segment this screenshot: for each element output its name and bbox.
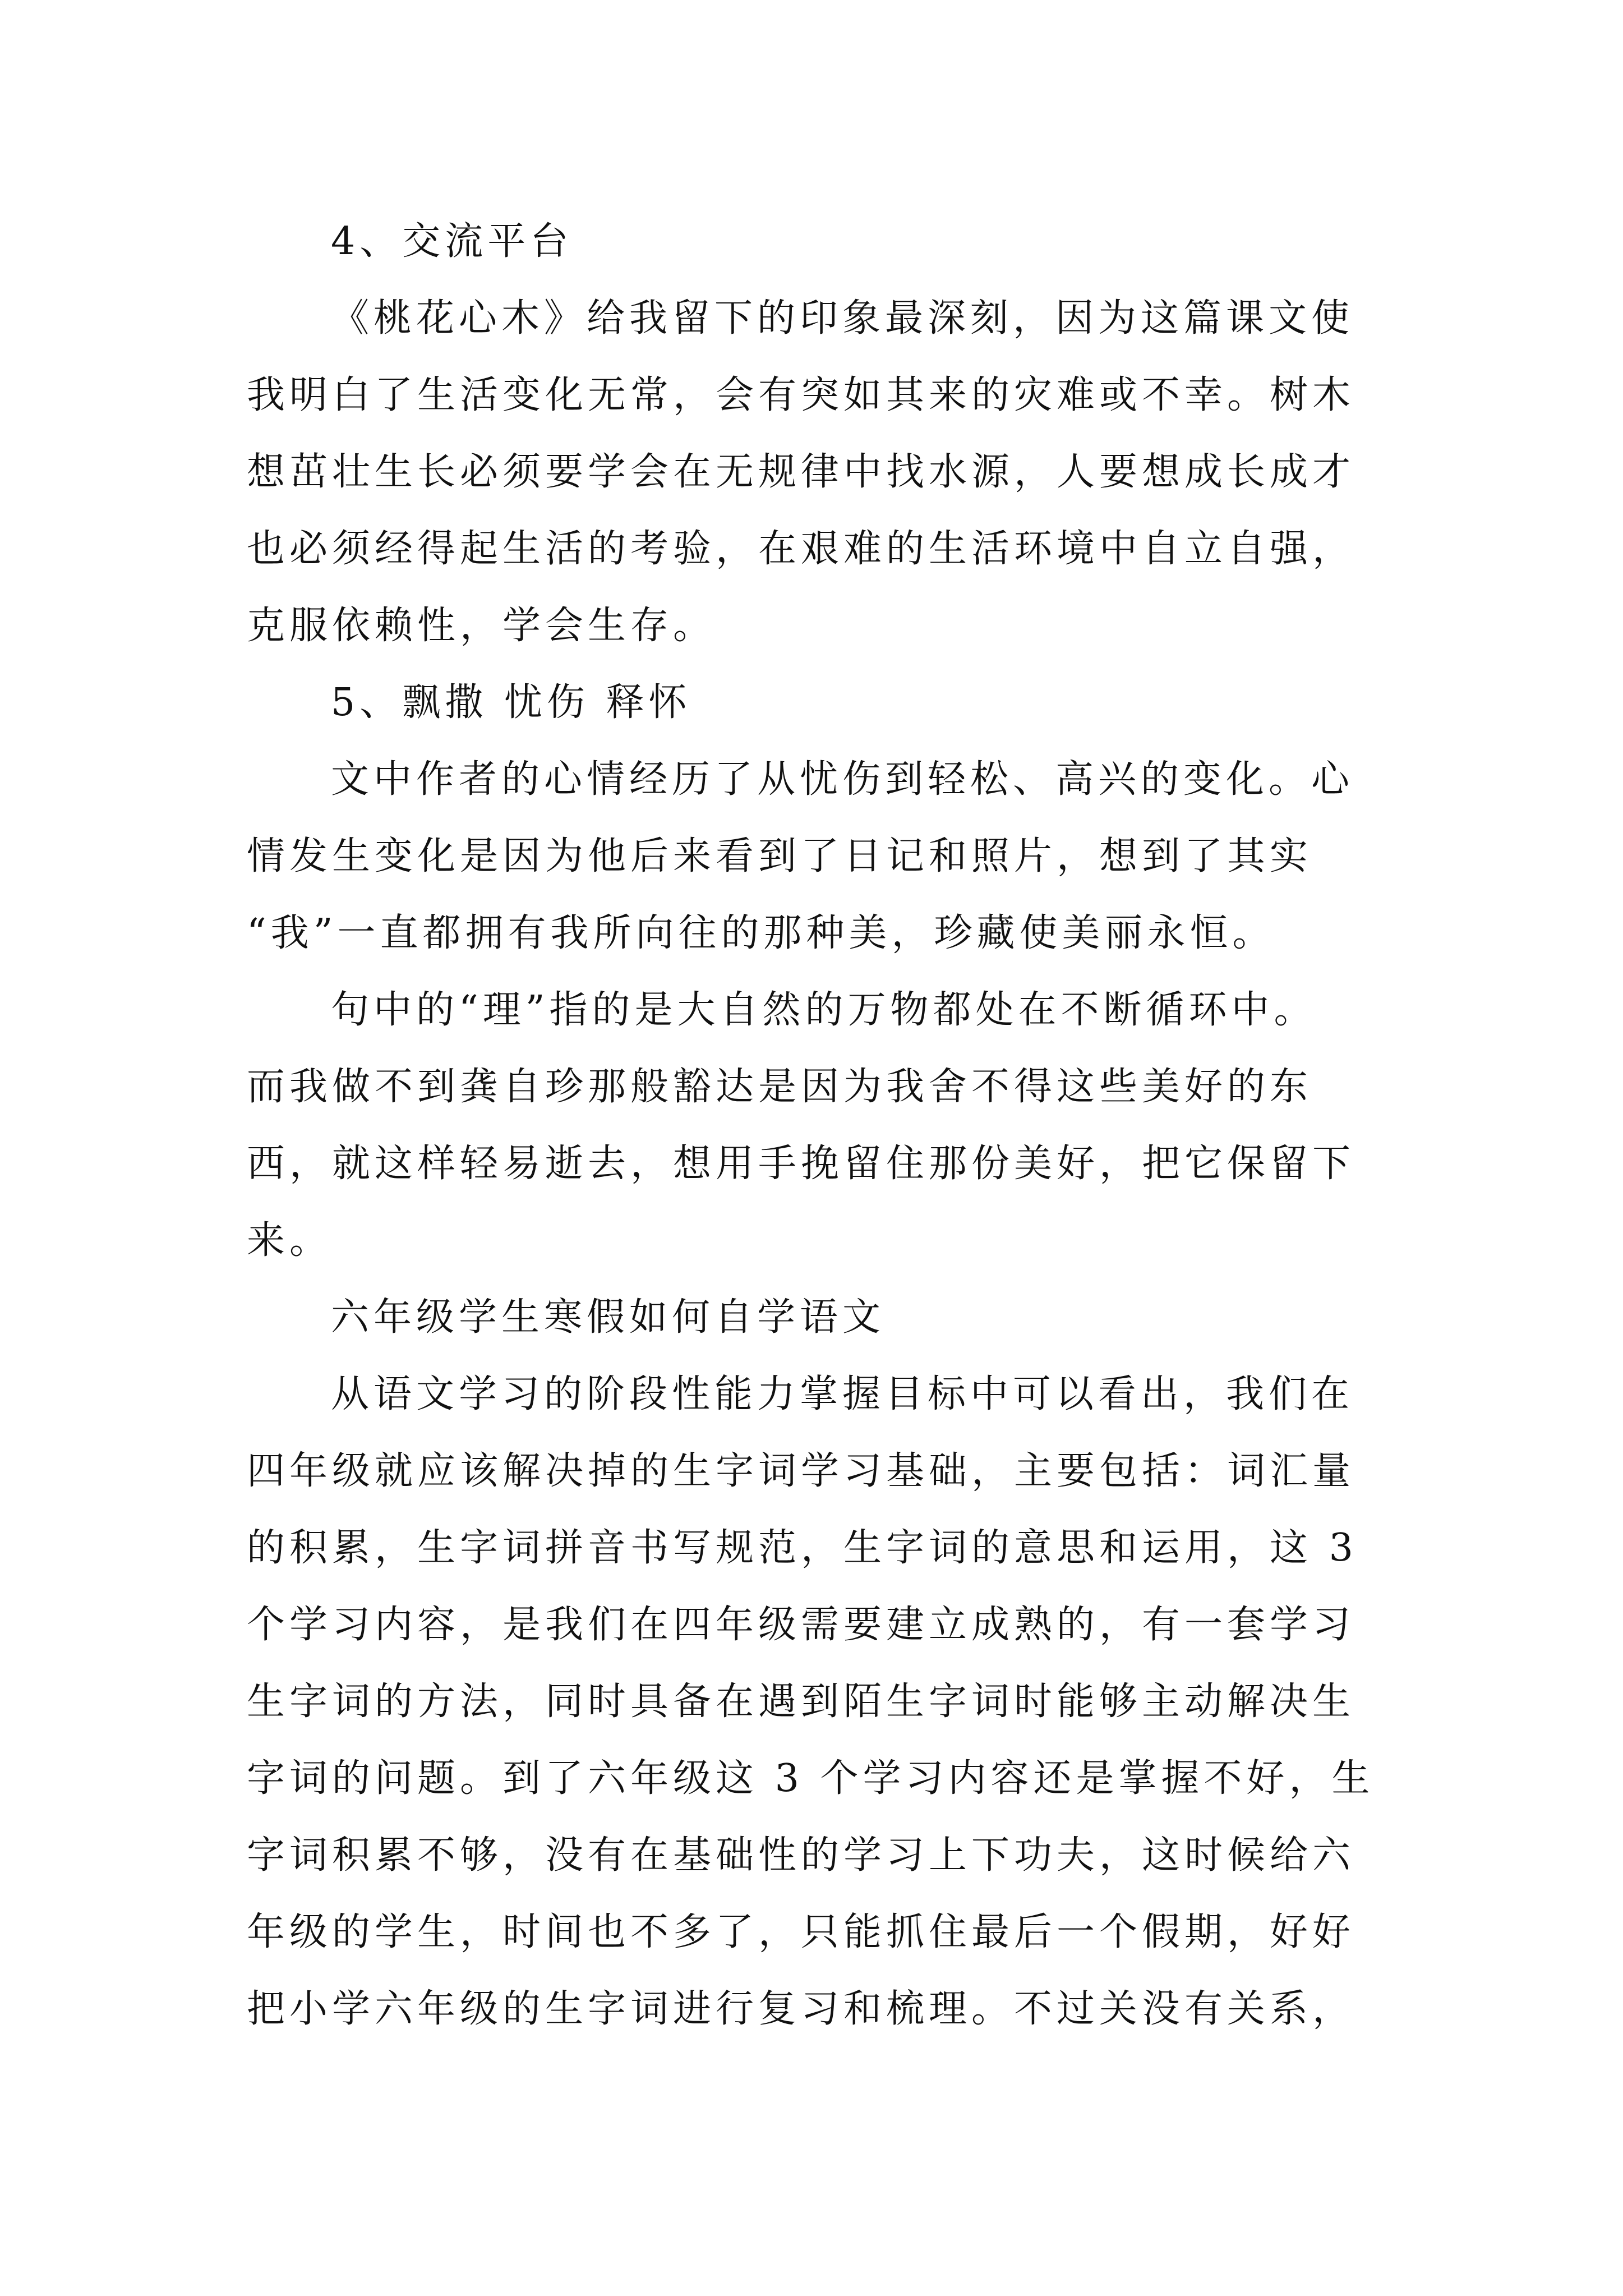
- paragraph-line: 来。: [247, 1218, 333, 1263]
- paragraph-line: 《桃花心木》给我留下的印象最深刻，因为这篇课文使: [331, 296, 1354, 341]
- paragraph-line: 字词积累不够，没有在基础性的学习上下功夫，这时候给六: [247, 1833, 1355, 1878]
- section-heading-5: 5、飘撒 忧伤 释怀: [331, 680, 691, 725]
- paragraph-line: 我明白了生活变化无常，会有突如其来的灾难或不幸。树木: [247, 373, 1355, 417]
- section-heading-4: 4、交流平台: [331, 219, 573, 264]
- paragraph-line: 句中的“理”指的是大自然的万物都处在不断循环中。: [331, 988, 1317, 1032]
- paragraph-line: 而我做不到龚自珍那般豁达是因为我舍不得这些美好的东: [247, 1065, 1313, 1109]
- paragraph-line: 西，就这样轻易逝去，想用手挽留住那份美好，把它保留下: [247, 1142, 1355, 1186]
- paragraph-line: 情发生变化是因为他后来看到了日记和照片，想到了其实: [247, 834, 1313, 878]
- paragraph-line: 年级的学生，时间也不多了，只能抓住最后一个假期，好好: [247, 1910, 1355, 1954]
- paragraph-line: 文中作者的心情经历了从忧伤到轻松、高兴的变化。心: [331, 757, 1354, 802]
- paragraph-line: 的积累，生字词拼音书写规范，生字词的意思和运用，这 3: [247, 1526, 1358, 1570]
- paragraph-line: 生字词的方法，同时具备在遇到陌生字词时能够主动解决生: [247, 1680, 1355, 1724]
- paragraph-line: 从语文学习的阶段性能力掌握目标中可以看出，我们在: [331, 1372, 1354, 1416]
- paragraph-line: 个学习内容，是我们在四年级需要建立成熟的，有一套学习: [247, 1603, 1355, 1647]
- paragraph-line: 想茁壮生长必须要学会在无规律中找水源，人要想成长成才: [247, 450, 1355, 494]
- paragraph-line: 把小学六年级的生字词进行复习和梳理。不过关没有关系，: [247, 1987, 1355, 2031]
- paragraph-line: 四年级就应该解决掉的生字词学习基础，主要包括：词汇量: [247, 1449, 1355, 1493]
- paragraph-line: 也必须经得起生活的考验，在艰难的生活环境中自立自强，: [247, 527, 1355, 571]
- paragraph-line: 克服依赖性，学会生存。: [247, 604, 716, 648]
- paragraph-line: 字词的问题。到了六年级这 3 个学习内容还是掌握不好，生: [247, 1756, 1375, 1801]
- paragraph-line: “我”一直都拥有我所向往的那种美，珍藏使美丽永恒。: [247, 911, 1275, 955]
- article-title: 六年级学生寒假如何自学语文: [331, 1295, 886, 1340]
